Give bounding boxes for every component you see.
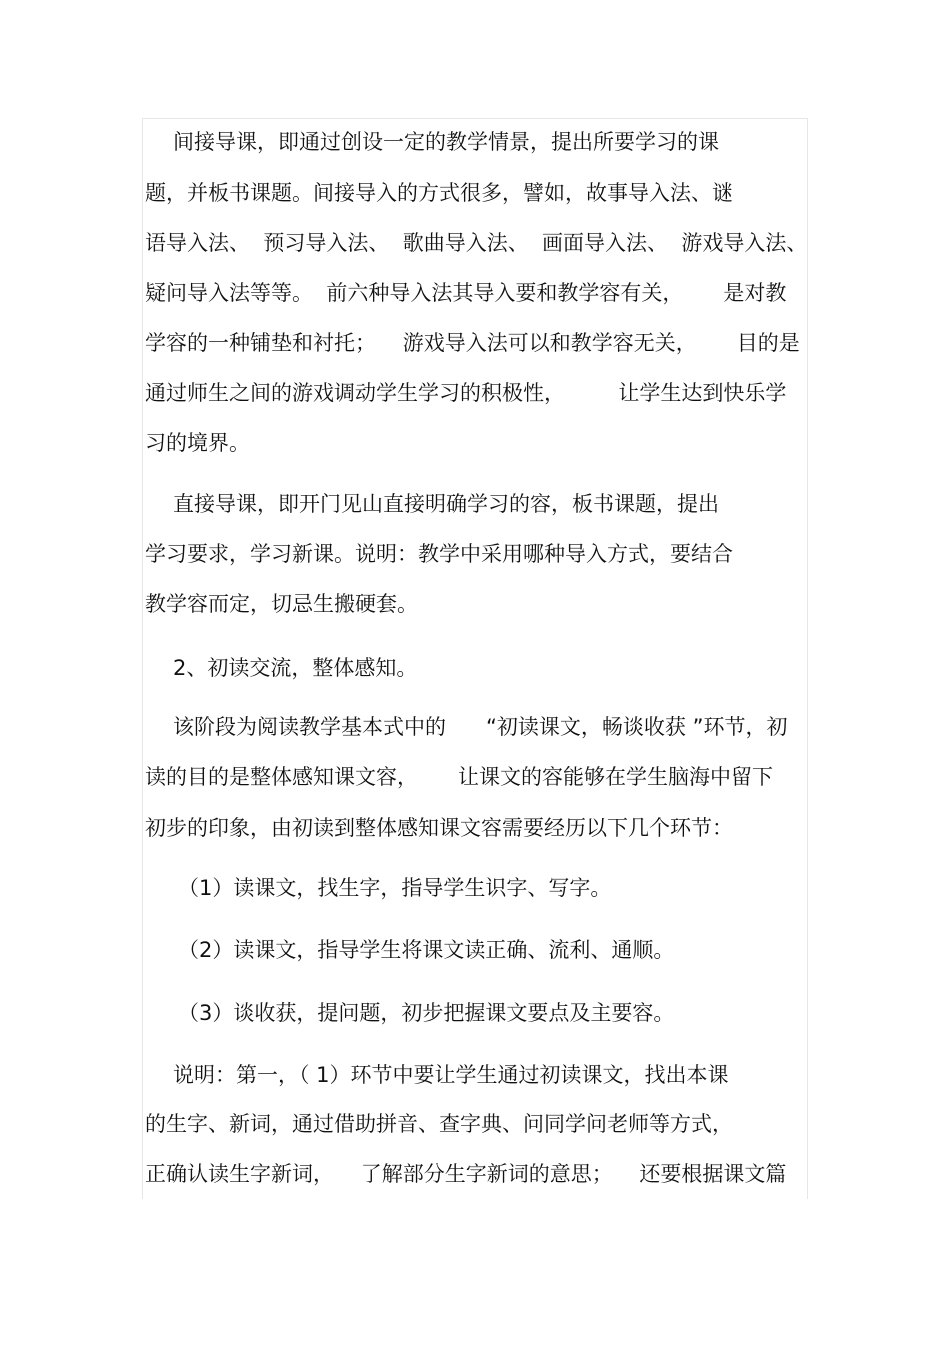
paragraph-line: 的生字、新词，通过借助拼音、查字典、问同学问老师等方式，	[145, 1112, 733, 1136]
paragraph-line: 题，并板书课题。间接导入的方式很多，譬如，故事导入法、谜	[145, 181, 733, 205]
paragraph-line: 初步的印象，由初读到整体感知课文容需要经历以下几个环节：	[145, 816, 733, 840]
paragraph-line: 该阶段为阅读教学基本式中的 “初读课文，畅谈收获 ”环节，初	[173, 715, 788, 739]
paragraph-line: 间接导课，即通过创设一定的教学情景，提出所要学习的课	[173, 130, 719, 154]
paragraph-line: 读的目的是整体感知课文容， 让课文的容能够在学生脑海中留下	[145, 765, 774, 789]
section-heading: 2、初读交流，整体感知。	[173, 656, 418, 680]
paragraph-line: 通过师生之间的游戏调动学生学习的积极性， 让学生达到快乐学	[145, 381, 787, 405]
list-item: （3）谈收获，提问题，初步把握课文要点及主要容。	[178, 1001, 675, 1025]
paragraph-line: 直接导课，即开门见山直接明确学习的容，板书课题，提出	[173, 492, 719, 516]
paragraph-line: 说明：第一，（ 1）环节中要让学生通过初读课文，找出本课	[173, 1063, 729, 1087]
paragraph-line: 学习要求，学习新课。说明：教学中采用哪种导入方式，要结合	[145, 542, 733, 566]
paragraph-line: 学容的一种铺垫和衬托； 游戏导入法可以和教学容无关， 目的是	[145, 331, 800, 355]
paragraph-line: 疑问导入法等等。 前六种导入法其导入要和教学容有关， 是对教	[145, 281, 787, 305]
paragraph-line: 习的境界。	[145, 431, 250, 455]
list-item: （1）读课文，找生字，指导学生识字、写字。	[178, 876, 612, 900]
paragraph-line: 语导入法、 预习导入法、 歌曲导入法、 画面导入法、 游戏导入法、	[145, 231, 808, 255]
paragraph-line: 正确认读生字新词， 了解部分生字新词的意思； 还要根据课文篇	[145, 1162, 787, 1186]
paragraph-line: 教学容而定，切忌生搬硬套。	[145, 592, 418, 616]
list-item: （2）读课文，指导学生将课文读正确、流利、通顺。	[178, 938, 675, 962]
